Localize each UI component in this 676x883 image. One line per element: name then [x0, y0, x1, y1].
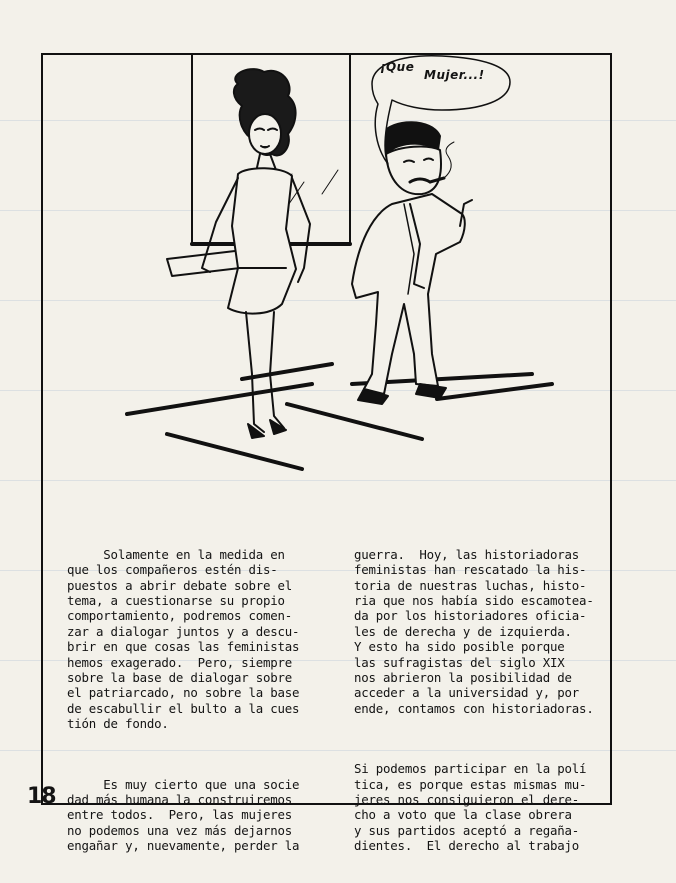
speech-line-2: Mujer...! — [424, 68, 485, 82]
speech-line-1: ¡Que — [380, 60, 415, 74]
paragraph: Si podemos participar en la polí tica, es porque estas mismas mu- jeres nos consiguieron el dere- cho a voto que la clase obrera y sus partidos aceptó a regaña- dientes. El derecho al trabajo — [354, 761, 587, 854]
text-column-right — [354, 516, 619, 883]
paragraph: Es muy cierto que una socie dad más humana la construiremos entre todos. Pero, las mujeres no podemos una vez más dejarnos engañar y, nuevamente, perder la — [67, 776, 300, 854]
paragraph: Solamente en la medida en que los compañeros estén dis- puestos a abrir debate sobre el tema, a cuestionarse su propio comportamiento, podremos comen- zar a dialogar juntos y a descu- brir en que cosas las feministas hemos exagerado. Pero, siempre sobre la base de dialogar sobre el patriarcado, no sobre la base de escabullir el bulto a la cues tión de fondo. — [67, 546, 300, 732]
paragraph: guerra. Hoy, las historiadoras feministas han rescatado la his- toria de nuestras luchas, histo- ria que nos había sido escamotea- da por los historiadores oficia- les de derecha y de izquierda. Y esto ha sido posible porque las sufragistas del siglo XIX nos abrieron la posibilidad de acceder a la universidad y, por ende, contamos con historiadoras. — [354, 546, 594, 716]
text-column-left — [67, 516, 342, 883]
speech-bubble-text — [380, 60, 510, 90]
sidewalk-lines — [127, 364, 552, 469]
cartoon-illustration — [42, 54, 611, 494]
page-number: 18 — [27, 784, 56, 809]
man-figure — [352, 122, 472, 404]
